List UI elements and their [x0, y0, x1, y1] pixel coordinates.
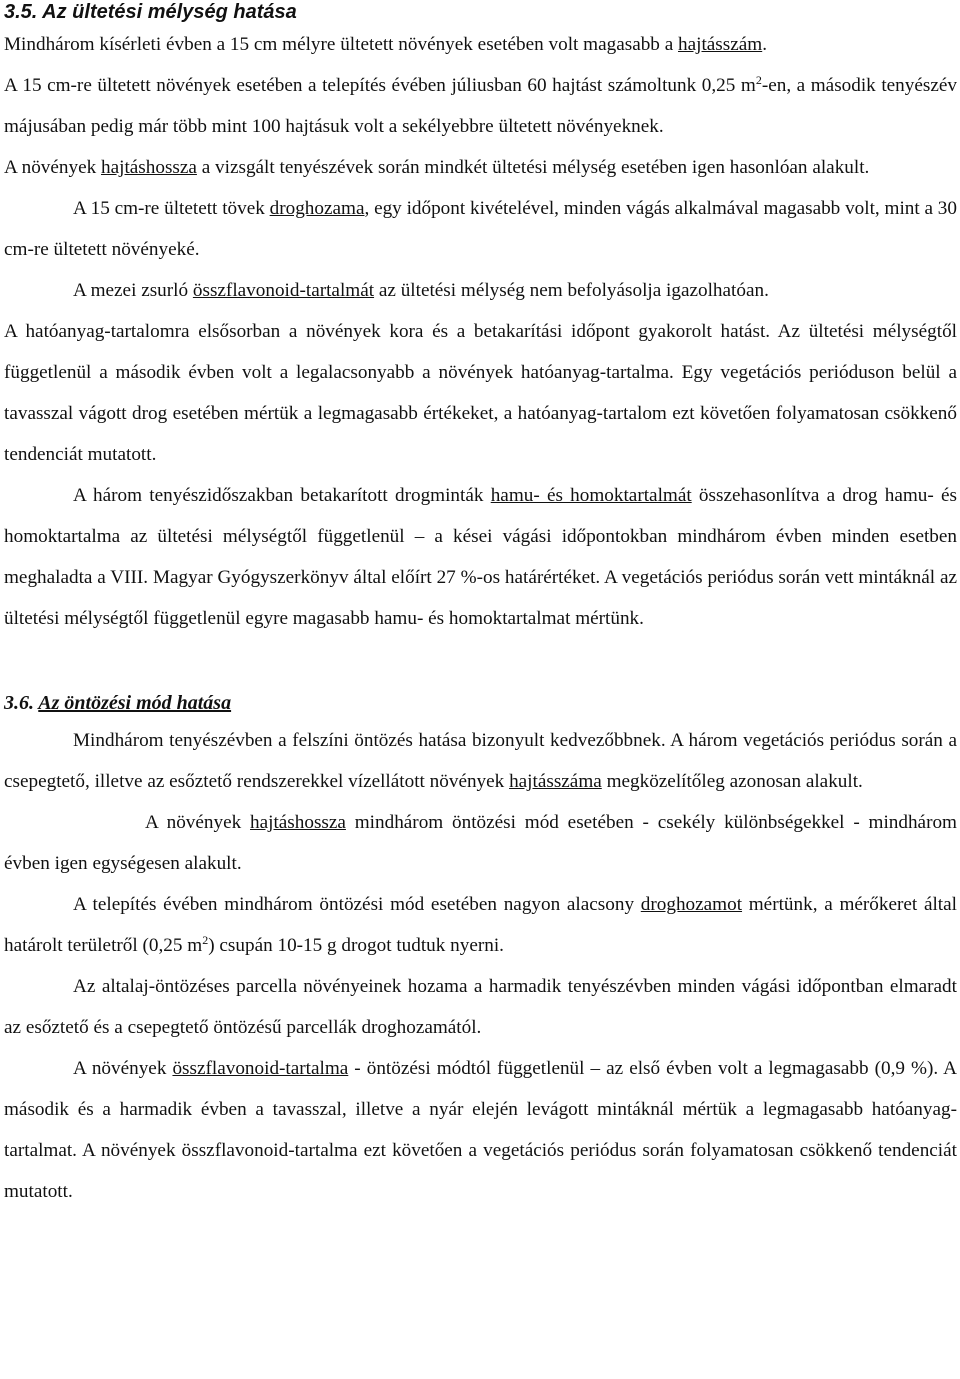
paragraph: A növények hajtáshossza mindhárom öntözési mód esetében - csekély különbségekkel - mindhárom évben igen egységesen alakult. — [4, 812, 957, 874]
paragraph: A mezei zsurló összflavonoid-tartalmát az ültetési mélység nem befolyásolja igazolhatóan. — [73, 280, 769, 301]
section-gap — [4, 639, 957, 691]
paragraph: A növények hajtáshossza a vizsgált tenyészévek során mindkét ültetési mélység esetében igen hasonlóan alakult. — [4, 157, 870, 178]
underlined-term: összflavonoid-tartalma — [172, 1058, 349, 1079]
underlined-term: összflavonoid-tartalmát — [192, 280, 375, 301]
paragraph: Az altalaj-öntözéses parcella növényeinek hozama a harmadik tenyészévben minden vágási időpontban elmaradt az esőztető és a csepegtető öntözésű parcellák droghozamától. — [4, 976, 957, 1038]
paragraph: Mindhárom kísérleti évben a 15 cm mélyre ültetett növények esetében volt magasabb a hajtásszám. — [4, 34, 767, 55]
paragraph: A 15 cm-re ültetett tövek droghozama, egy időpont kivételével, minden vágás alkalmával magasabb volt, mint a 30 cm-re ültetett növényeké. — [4, 198, 957, 260]
underlined-term: hamu- és homoktartalmát — [490, 485, 692, 506]
section-heading-irrigation: 3.6. Az öntözési mód hatása — [4, 692, 232, 714]
paragraph: Mindhárom tenyészévben a felszíni öntözés hatása bizonyult kedvezőbbnek. A három vegetációs periódus során a csepegtető, illetve az esőztető rendszerekkel vízellátott növények hajtásszáma megközelítőleg azonosan alakult. — [4, 730, 957, 792]
underlined-term: hajtáshossza — [101, 157, 197, 178]
document-page — [4, 0, 957, 1212]
paragraph: A hatóanyag-tartalomra elsősorban a növények kora és a betakarítási időpont gyakorolt hatást. Az ültetési mélységtől függetlenül a második évben volt a legalacsonyabb a növények hatóanyag-tartalma. Egy vegetációs perióduson belül a tavasszal vágott drog esetében mértük a legmagasabb értékeket, a hatóanyag-tartalom ezt követően folyamatosan csökkenő tendenciát mutatott. — [4, 321, 957, 465]
paragraph: A három tenyészidőszakban betakarított drogminták hamu- és homoktartalmát összehasonlítva a drog hamu- és homoktartalma az ültetési mélységtől függetlenül – a kései vágási időpontokban mindhárom évben minden esetben meghaladta a VIII. Magyar Gyógyszerkönyv által előírt 27 %-os határértéket. A vegetációs periódus során vett mintáknál az ültetési mélységtől függetlenül egyre magasabb hamu- és homoktartalmat mértünk. — [4, 485, 957, 629]
section-heading-planting-depth: 3.5. Az ültetési mélység hatása — [4, 1, 297, 23]
paragraph: A telepítés évében mindhárom öntözési mód esetében nagyon alacsony droghozamot mértünk, a mérőkeret által határolt területről (0,25 $m^2$) csupán 10-15 g drogot tudtuk nyerni. — [4, 894, 957, 956]
underlined-term: droghozama — [269, 198, 365, 219]
underlined-term: hajtásszám — [678, 34, 763, 55]
underlined-term: hajtásszáma — [509, 771, 602, 792]
underlined-term: droghozamot — [640, 894, 743, 915]
underlined-term: hajtáshossza — [250, 812, 346, 833]
superscript: 2 — [202, 933, 209, 947]
paragraph: A növények összflavonoid-tartalma - öntözési módtól függetlenül – az első évben volt a legmagasabb (0,9 %). A második és a harmadik évben a tavasszal, illetve a nyár elején levágott mintáknál mértük a legmagasabb hatóanyag-tartalmat. A növények összflavonoid-tartalma ezt követően a vegetációs periódus során folyamatosan csökkenő tendenciát mutatott. — [4, 1058, 957, 1202]
paragraph: A 15 cm-re ültetett növények esetében a telepítés évében júliusban 60 hajtást számoltunk 0,25 $m^2-en$, a második tenyészév májusában pedig már több mint 100 hajtásuk volt a sekélyebbre ültetett növényeknek. — [4, 73, 957, 137]
superscript: 2 — [755, 73, 762, 87]
